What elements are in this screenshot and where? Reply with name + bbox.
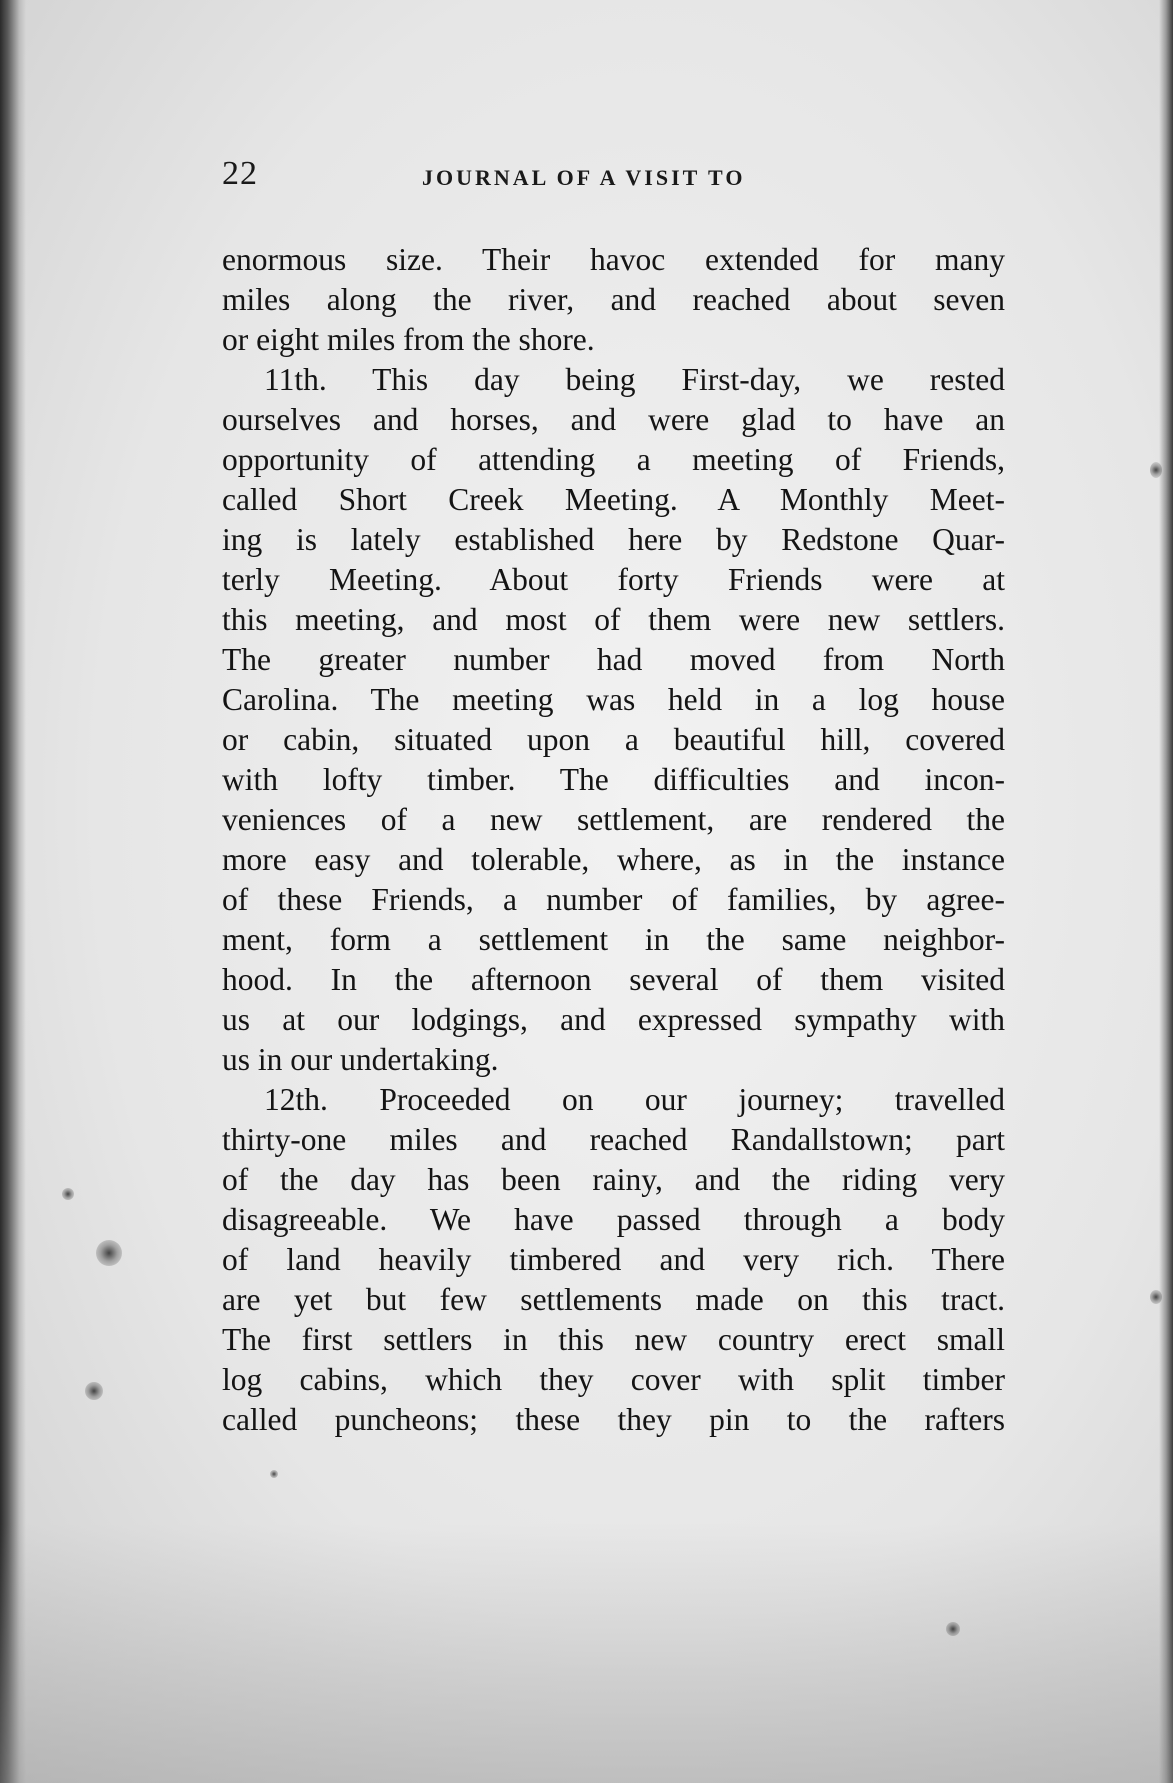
running-head: JOURNAL OF A VISIT TO (422, 165, 746, 190)
text-line: The first settlers in this new country erect small (222, 1322, 1005, 1357)
text-line: disagreeable. We have passed through a body (222, 1202, 1005, 1237)
page-stain-shading (0, 1523, 1173, 1783)
foxing-spot (62, 1188, 74, 1200)
text-line: called puncheons; these they pin to the rafters (222, 1402, 1005, 1437)
binding-gutter (0, 0, 26, 1783)
text-line: ing is lately established here by Redstone Quar- (222, 522, 1005, 557)
text-line: ourselves and horses, and were glad to have an (222, 402, 1005, 437)
text-line: opportunity of attending a meeting of Friends, (222, 442, 1005, 477)
foxing-spot (85, 1382, 103, 1400)
foxing-spot (96, 1240, 122, 1266)
text-line: us in our undertaking. (222, 1042, 499, 1077)
text-line: more easy and tolerable, where, as in the instance (222, 842, 1005, 877)
text-line: ment, form a settlement in the same neighbor- (222, 922, 1005, 957)
body-text (222, 240, 1005, 1440)
text-line: of these Friends, a number of families, by agree- (222, 882, 1005, 917)
text-line: miles along the river, and reached about seven (222, 282, 1005, 317)
foxing-spot (1150, 462, 1162, 478)
text-line: or cabin, situated upon a beautiful hill, covered (222, 722, 1005, 757)
text-line: hood. In the afternoon several of them visited (222, 962, 1005, 997)
page-header (222, 155, 1005, 195)
foxing-spot (270, 1470, 278, 1478)
text-line: or eight miles from the shore. (222, 322, 595, 357)
page-edge-shadow (1159, 0, 1173, 1783)
text-line: with lofty timber. The difficulties and incon- (222, 762, 1005, 797)
text-line: terly Meeting. About forty Friends were at (222, 562, 1005, 597)
text-line: of land heavily timbered and very rich. There (222, 1242, 1005, 1277)
page-number: 22 (222, 155, 258, 192)
text-line: enormous size. Their havoc extended for many (222, 242, 1005, 277)
text-line: us at our lodgings, and expressed sympathy with (222, 1002, 1005, 1037)
text-line: are yet but few settlements made on this tract. (222, 1282, 1005, 1317)
text-line: log cabins, which they cover with split timber (222, 1362, 1005, 1397)
text-line: 12th. Proceeded on our journey; travelled (264, 1082, 1005, 1117)
text-line: called Short Creek Meeting. A Monthly Meet- (222, 482, 1005, 517)
text-line: Carolina. The meeting was held in a log house (222, 682, 1005, 717)
text-line: The greater number had moved from North (222, 642, 1005, 677)
foxing-spot (946, 1622, 960, 1636)
text-line: veniences of a new settlement, are rendered the (222, 802, 1005, 837)
text-line: 11th. This day being First-day, we rested (264, 362, 1005, 397)
text-line: of the day has been rainy, and the riding very (222, 1162, 1005, 1197)
foxing-spot (1150, 1290, 1162, 1304)
text-line: thirty-one miles and reached Randallstown; part (222, 1122, 1005, 1157)
text-line: this meeting, and most of them were new settlers. (222, 602, 1005, 637)
